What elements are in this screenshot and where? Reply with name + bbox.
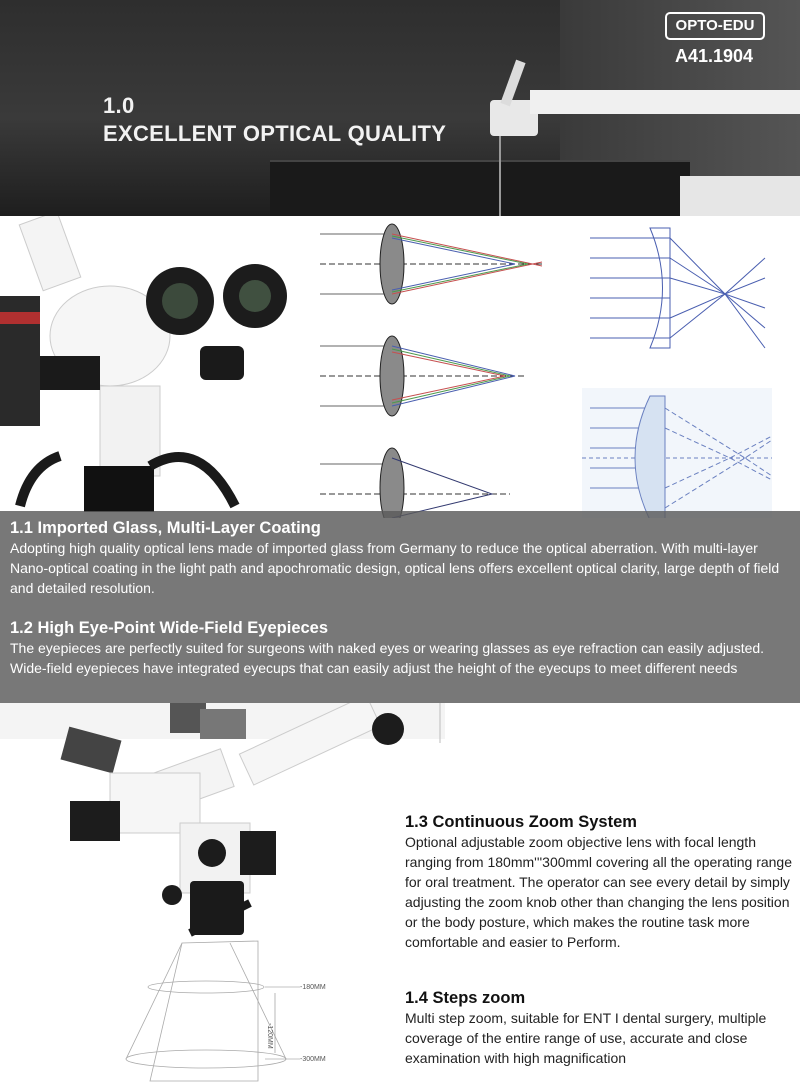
lens-diagram-3: [320, 448, 510, 518]
section-steps-zoom: [405, 988, 795, 1068]
section-heading: 1.4 Steps zoom: [405, 989, 526, 1007]
aberration-diagram-2: [582, 388, 772, 518]
section-imported-glass: [10, 518, 790, 598]
brand-logo: OPTO-EDU: [665, 12, 765, 40]
optical-diagrams: [320, 218, 790, 518]
section-body: The eyepieces are perfectly suited for surgeons with naked eyes or wearing glasses as eye refraction can easily adjusted. Wide-field eyepieces have integrated eyecups that can easily adjust the height of the eyecups to meet different needs: [10, 640, 765, 676]
zoom-microscope-image: [0, 703, 445, 1092]
zoom-label-span: -120MM: [266, 1023, 273, 1049]
microscope-head-illustration: [0, 216, 330, 516]
section-heading: 1.1 Imported Glass, Multi-Layer Coating: [10, 519, 321, 537]
section-continuous-zoom: [405, 812, 795, 952]
section-heading: 1.2 High Eye-Point Wide-Field Eyepieces: [10, 619, 329, 637]
section-body: Multi step zoom, suitable for ENT I dental surgery, multiple coverage of the entire range of use, accurate and close examination with high magnification: [405, 1010, 767, 1066]
section-body: Optional adjustable zoom objective lens with focal length ranging from 180mm'''300mml covering all the operating range for oral treatment. The operator can see every detail by simply adjusting the zoom knob other than changing the lens position or the body posture, which makes the routine task more comfortable and easier to Perform.: [405, 834, 792, 950]
section-body: Adopting high quality optical lens made of imported glass from Germany to reduce the optical aberration. With multi-layer Nano-optical coating in the light path and apochromatic design, optical lens offers excellent optical clarity, large depth of field and detailed resolution.: [10, 540, 780, 596]
section-heading: 1.3 Continuous Zoom System: [405, 813, 637, 831]
section-number: 1.0: [103, 93, 135, 118]
lamp-arm-illustration: [480, 50, 800, 216]
page-title: [103, 92, 446, 148]
zoom-label-far: -300MM: [300, 1056, 326, 1063]
section-title: EXCELLENT OPTICAL QUALITY: [103, 121, 447, 146]
lens-diagram-1: [320, 224, 545, 304]
model-number: A41.1904: [674, 46, 754, 66]
lens-diagram-2: [320, 336, 525, 416]
hero-banner: [0, 0, 800, 216]
feature-overlay-panel: [0, 511, 800, 703]
section-eyepieces: [10, 618, 790, 678]
aberration-diagram-1: [590, 228, 765, 348]
microscope-head-image: [0, 216, 330, 516]
zoom-label-near: -180MM: [300, 984, 326, 991]
